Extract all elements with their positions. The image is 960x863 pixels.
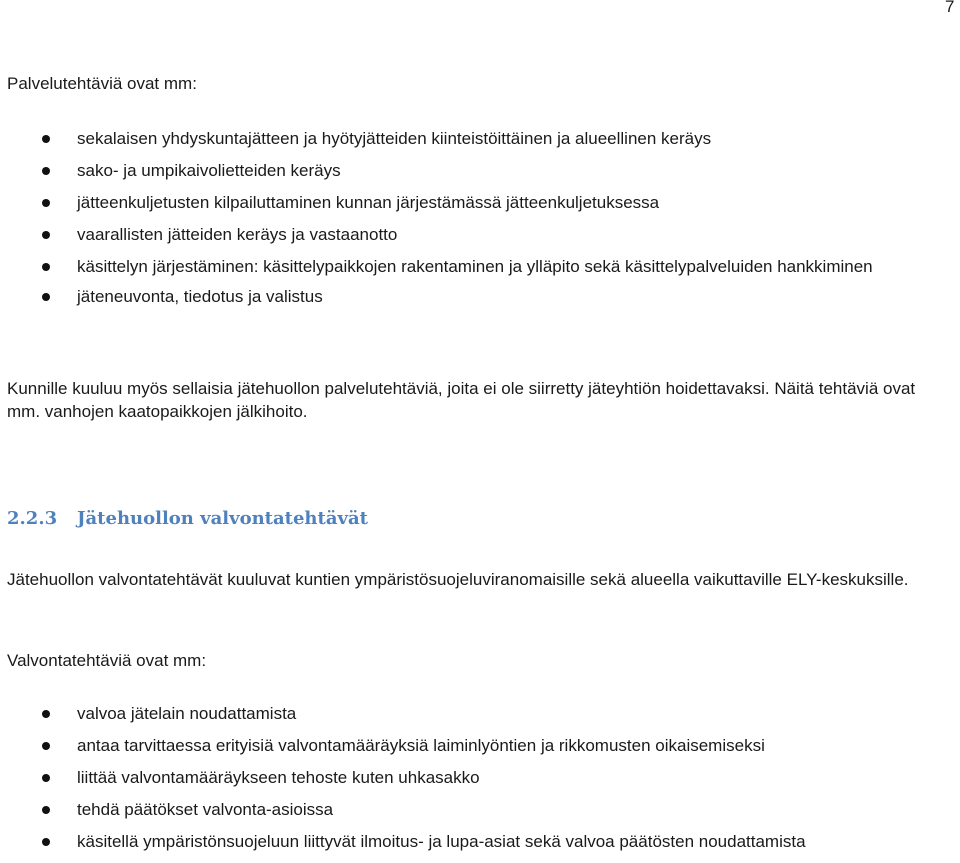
bullet-icon [42,774,50,782]
body-paragraph: Kunnille kuuluu myös sellaisia jätehuollon palvelutehtäviä, joita ei ole siirretty jäteyhtiön hoidettavaksi. Näitä tehtäviä ovat mm. vanhojen kaatopaikkojen jälkihoito. [7,379,916,421]
supervision-list [0,703,940,863]
bullet-icon [42,838,50,846]
bullet-icon [42,135,50,143]
bullet-icon [42,231,50,239]
bullet-icon [42,710,50,718]
bullet-icon [42,199,50,207]
section-title: Jätehuollon valvontatehtävät [77,508,368,529]
list-item: sako- ja umpikaivolietteiden keräys [0,160,940,182]
list-item: vaarallisten jätteiden keräys ja vastaanotto [0,224,940,246]
list-item: käsitellä ympäristönsuojeluun liittyvät ilmoitus- ja lupa-asiat sekä valvoa päätösten noudattamista [0,831,940,853]
list-item: jäteneuvonta, tiedotus ja valistus [0,286,940,308]
list-item: valvoa jätelain noudattamista [0,703,940,725]
section-number: 2.2.3 [7,508,58,529]
page-number: 7 [945,0,955,16]
bullet-icon [42,293,50,301]
bullet-icon [42,263,50,271]
list-item: käsittelyn järjestäminen: käsittelypaikkojen rakentaminen ja ylläpito sekä käsittelypalveluiden hankkiminen [0,251,940,282]
section-heading [7,508,368,529]
list-item: jätteenkuljetusten kilpailuttaminen kunnan järjestämässä jätteenkuljetuksessa [0,192,940,214]
bullet-icon [42,806,50,814]
list-item: sekalaisen yhdyskuntajätteen ja hyötyjätteiden kiinteistöittäinen ja alueellinen keräys [0,128,940,150]
services-intro: Palvelutehtäviä ovat mm: [7,74,197,93]
services-list [0,128,940,318]
bullet-icon [42,167,50,175]
list-item: tehdä päätökset valvonta-asioissa [0,799,940,821]
list-item: antaa tarvittaessa erityisiä valvontamääräyksiä laiminlyöntien ja rikkomusten oikaisemiseksi [0,735,940,757]
list-item: liittää valvontamääräykseen tehoste kuten uhkasakko [0,767,940,789]
body-paragraph: Jätehuollon valvontatehtävät kuuluvat kuntien ympäristösuojeluviranomaisille sekä alueella vaikuttaville ELY-keskuksille. [7,570,909,589]
supervision-intro: Valvontatehtäviä ovat mm: [7,651,207,670]
bullet-icon [42,742,50,750]
